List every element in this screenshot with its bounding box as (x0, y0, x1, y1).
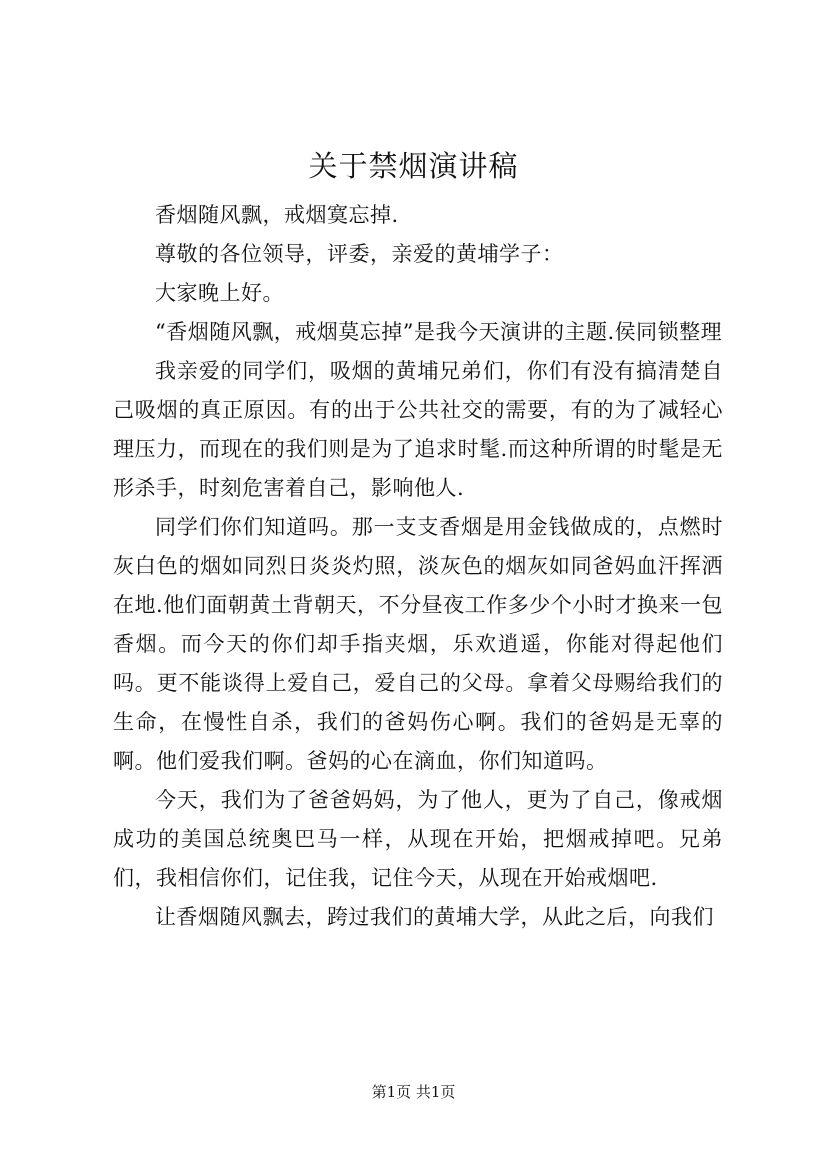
paragraph: 香烟随风飘，戒烟寞忘掉. (155, 203, 399, 227)
paragraph: 大家晚上好。 (155, 281, 284, 305)
paragraph: 我亲爱的同学们，吸烟的黄埔兄弟们，你们有没有搞清楚自己吸烟的真正原因。有的出于公共社交的需要，有的为了减轻心理压力，而现在的我们则是为了追求时髦.而这种所谓的时髦是无形杀手，时刻危害着自己，影响他人. (113, 359, 723, 500)
paragraph: “香烟随风飘，戒烟莫忘掉”是我今天演讲的主题.侯同锁整理 (155, 320, 723, 344)
paragraph: 今天，我们为了爸爸妈妈，为了他人，更为了自己，像戒烟成功的美国总统奥巴马一样，从现在开始，把烟戒掉吧。兄弟们，我相信你们，记住我，记住今天，从现在开始戒烟吧. (113, 788, 723, 890)
paragraph: 让香烟随风飘去，跨过我们的黄埔大学，从此之后，向我们 (155, 905, 714, 929)
paragraph: 同学们你们知道吗。那一支支香烟是用金钱做成的，点燃时灰白色的烟如同烈日炎炎灼照，淡灰色的烟灰如同爸妈血汗挥洒在地.他们面朝黄土背朝天，不分昼夜工作多少个小时才换来一包香烟。而今天的你们却手指夹烟，乐欢逍遥，你能对得起他们吗。更不能谈得上爱自己，爱自己的父母。拿着父母赐给我们的生命，在慢性自杀，我们的爸妈伤心啊。我们的爸妈是无辜的啊。他们爱我们啊。爸妈的心在滴血，你们知道吗。 (113, 515, 723, 773)
paragraph: 尊敬的各位领导，评委，亲爱的黄埔学子： (155, 242, 564, 266)
page-footer: 第1页 共1页 (371, 1083, 456, 1101)
document-body (113, 196, 723, 937)
document-title: 关于禁烟演讲稿 (308, 149, 519, 183)
